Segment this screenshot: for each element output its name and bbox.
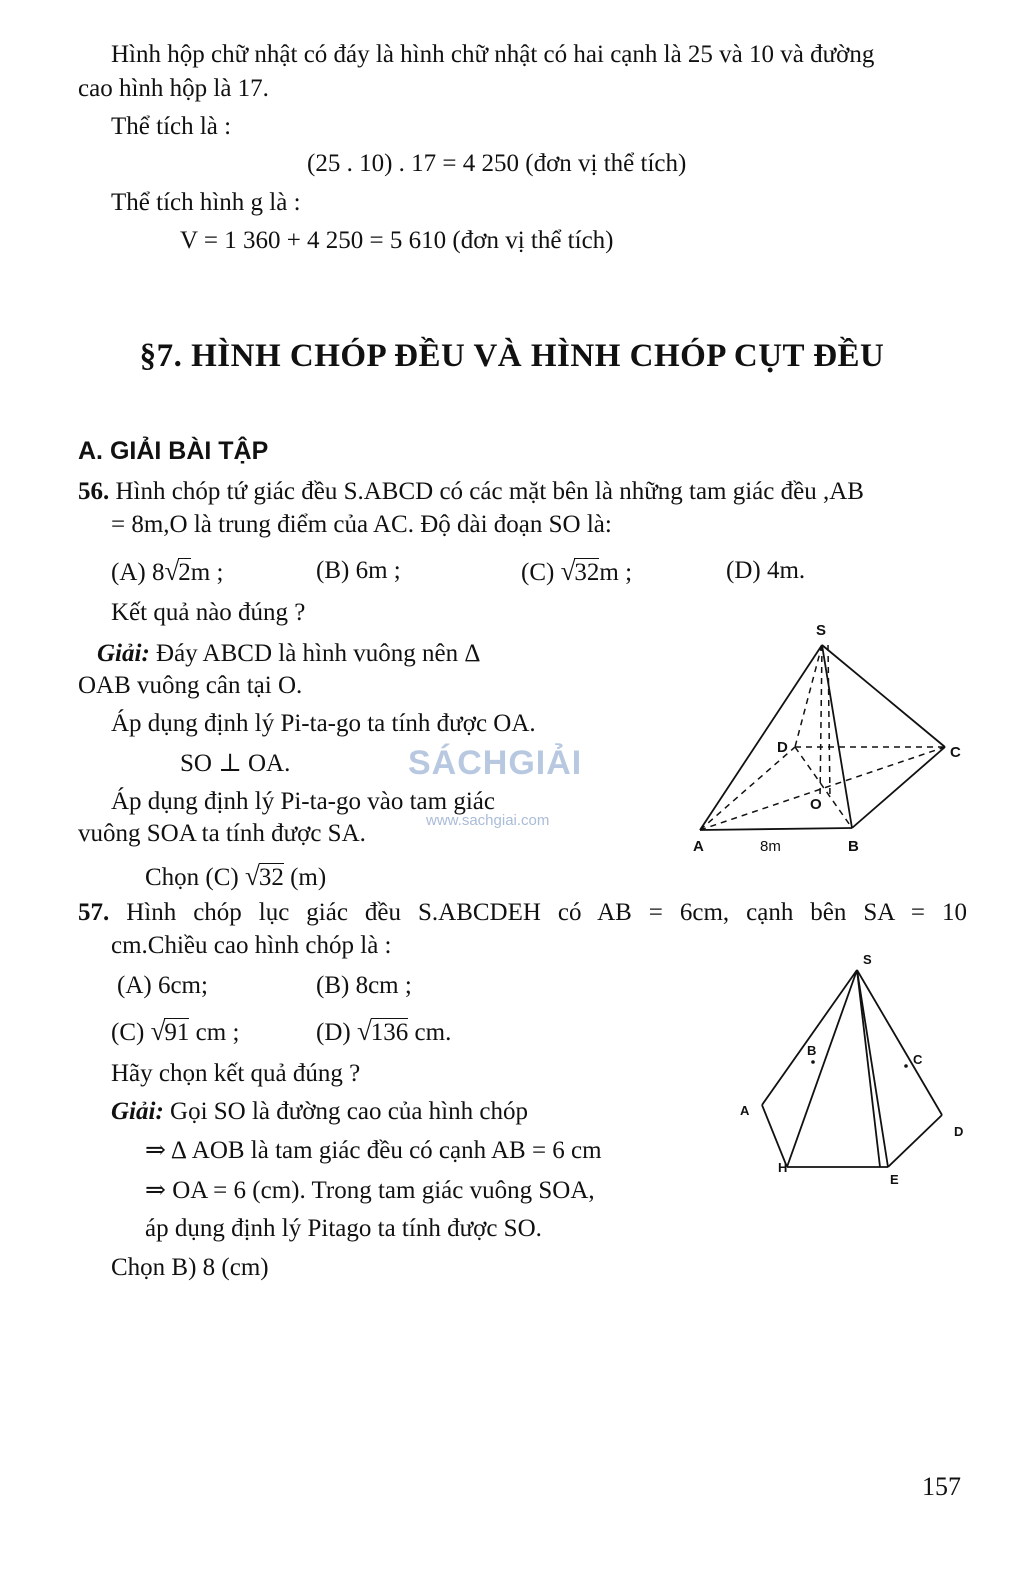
ex57-question: Hãy chọn kết quả đúng ? — [111, 1060, 361, 1087]
ex56-question: Kết quả nào đúng ? — [111, 599, 306, 626]
volume-label: Thể tích là : — [111, 113, 232, 140]
square-pyramid-figure — [680, 615, 980, 860]
ex57-line-1 — [78, 897, 967, 928]
ex57-text-1: Hình chóp lục giác đều S.ABCDEH có AB = 6cm, cạnh bên SA = 10 — [126, 899, 967, 926]
ex56-solution-4: SO ⊥ OA. — [180, 750, 291, 777]
volume-g-label: Thể tích hình g là : — [111, 189, 301, 216]
ex57-option-c: (C) √91 cm ; — [111, 1016, 240, 1046]
volume-formula: (25 . 10) . 17 = 4 250 (đơn vị thể tích) — [307, 150, 687, 177]
ex56-solution-3: Áp dụng định lý Pi-ta-go ta tính được OA. — [111, 710, 536, 737]
ex57-solution-2: ⇒ Δ AOB là tam giác đều có cạnh AB = 6 cm — [145, 1137, 602, 1164]
volume-g-formula: V = 1 360 + 4 250 = 5 610 (đơn vị thể tích) — [180, 227, 614, 254]
ex57-choice: Chọn B) 8 (cm) — [111, 1254, 269, 1281]
label-b: B — [848, 838, 859, 855]
label-d: D — [777, 739, 788, 756]
ex56-text-1: Hình chóp tứ giác đều S.ABCD có các mặt bên là những tam giác đều ,AB — [115, 478, 864, 505]
ex56-solution-2: OAB vuông cân tại O. — [78, 672, 303, 699]
label-a: A — [693, 838, 704, 855]
label-a: A — [740, 1103, 750, 1118]
ex57-solution-1: Giải: Gọi SO là đường cao của hình chóp — [111, 1098, 528, 1125]
label-e: E — [890, 1172, 899, 1187]
hexagonal-pyramid-figure — [730, 945, 980, 1195]
ex57-solution-4: áp dụng định lý Pitago ta tính được SO. — [145, 1215, 542, 1242]
ex56-line-1 — [78, 476, 864, 507]
ex57-option-d: (D) √136 cm. — [316, 1016, 452, 1046]
label-s: S — [816, 622, 827, 639]
label-c: C — [950, 744, 961, 761]
ex56-solution-6: vuông SOA ta tính được SA. — [78, 820, 366, 847]
ex56-option-c: (C) √32m ; — [521, 556, 633, 586]
ex57-option-b: (B) 8cm ; — [316, 972, 412, 999]
watermark — [408, 744, 583, 829]
ex57-number: 57. — [78, 899, 110, 926]
ex56-option-b: (B) 6m ; — [316, 557, 401, 584]
ex56-choice: Chọn (C) √32 (m) — [145, 861, 327, 891]
watermark-logo: SÁCHGIẢI — [408, 744, 583, 782]
label-c: C — [913, 1052, 923, 1067]
ex56-option-d: (D) 4m. — [726, 557, 806, 584]
ex56-line-2: = 8m,O là trung điểm của AC. Độ dài đoạn SO là: — [111, 511, 612, 538]
label-s: S — [863, 952, 872, 967]
page-number: 157 — [922, 1472, 961, 1501]
label-d: D — [954, 1124, 964, 1139]
ex57-option-a: (A) 6cm; — [117, 972, 208, 999]
ex56-option-a: (A) 8√2m ; — [111, 556, 224, 586]
section-title: A. GIẢI BÀI TẬP — [78, 437, 269, 465]
ex56-solution-5: Áp dụng định lý Pi-ta-go vào tam giác — [111, 788, 495, 815]
label-b: B — [807, 1043, 817, 1058]
intro-line-1: Hình hộp chữ nhật có đáy là hình chữ nhật có hai cạnh là 25 và 10 và đường — [111, 41, 875, 68]
ex57-line-2: cm.Chiều cao hình chóp là : — [111, 932, 392, 959]
ex56-solution-1: Giải: Đáy ABCD là hình vuông nên Δ — [97, 640, 481, 667]
ex56-number: 56. — [78, 478, 110, 505]
chapter-title: §7. HÌNH CHÓP ĐỀU VÀ HÌNH CHÓP CỤT ĐỀU — [139, 338, 885, 374]
watermark-url: www.sachgiai.com — [426, 812, 550, 829]
label-ab-length: 8m — [760, 838, 781, 855]
ex57-solution-3: ⇒ OA = 6 (cm). Trong tam giác vuông SOA, — [145, 1177, 595, 1204]
label-o: O — [810, 796, 822, 813]
label-h: H — [778, 1160, 788, 1175]
intro-line-2: cao hình hộp là 17. — [78, 75, 269, 102]
